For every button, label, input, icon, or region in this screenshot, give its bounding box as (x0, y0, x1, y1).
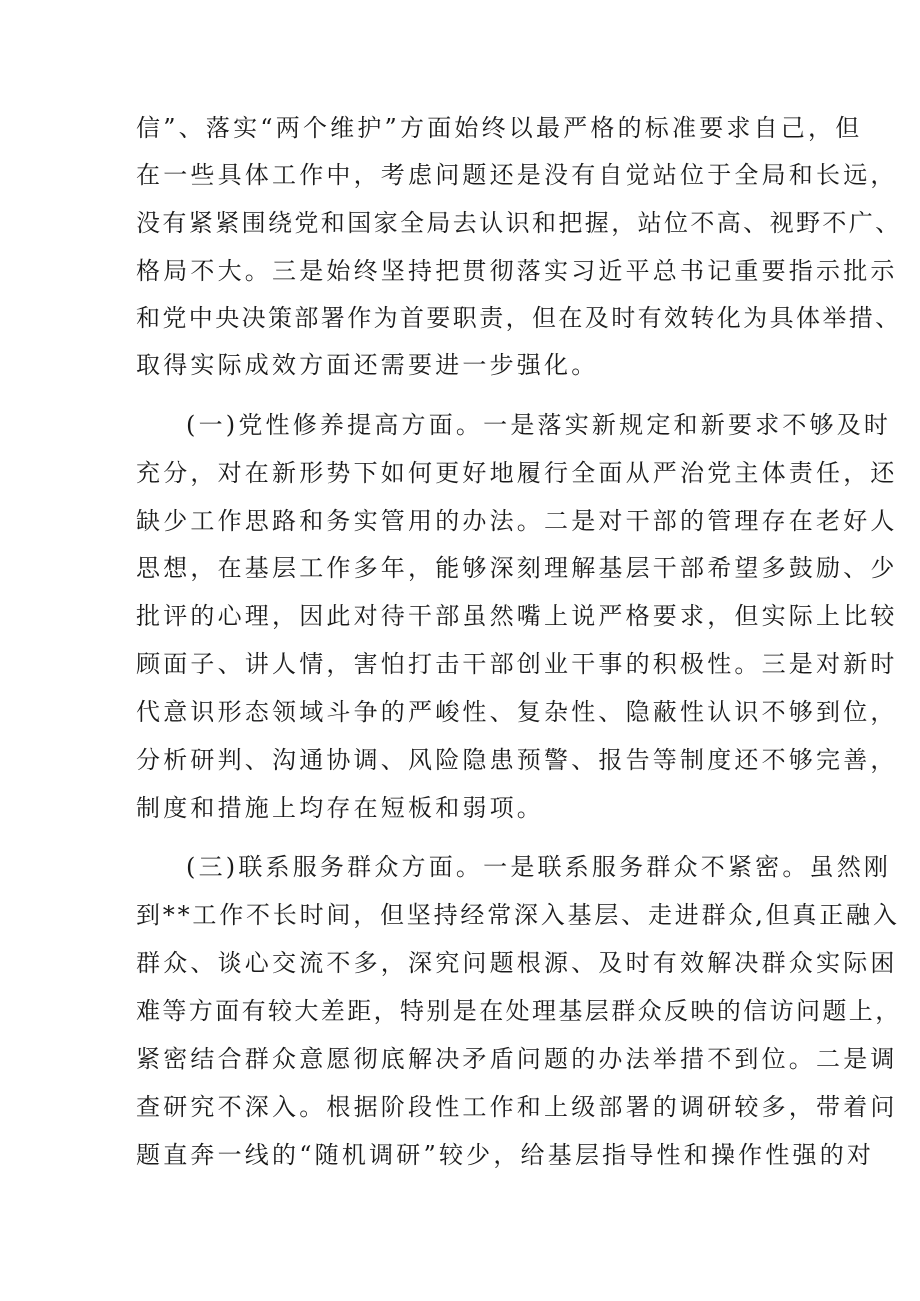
text-line: 难等方面有较大差距，特别是在处理基层群众反映的信访问题上， (136, 997, 902, 1025)
text-line: 群众、谈心交流不多，深究问题根源、及时有效解决群众实际困 (136, 949, 898, 977)
text-line: 分析研判、沟通协调、风险隐患预警、报告等制度还不够完善， (136, 746, 898, 774)
text-line: 题直奔一线的“随机调研”较少，给基层指导性和操作性强的对 (136, 1141, 875, 1169)
text-line: 和党中央决策部署作为首要职责，但在及时有效转化为具体举措、 (136, 304, 902, 332)
text-line: 格局不大。三是始终坚持把贯彻落实习近平总书记重要指示批示 (136, 257, 898, 285)
text-line: 批评的心理，因此对待干部虽然嘴上说严格要求，但实际上比较 (136, 602, 898, 630)
text-line: 充分，对在新形势下如何更好地履行全面从严治党主体责任，还 (136, 459, 898, 487)
text-line: 思想，在基层工作多年，能够深刻理解基层干部希望多鼓励、少 (136, 554, 898, 582)
text-line: 代意识形态领域斗争的严峻性、复杂性、隐蔽性认识不够到位， (136, 698, 898, 726)
text-line: 查研究不深入。根据阶段性工作和上级部署的调研较多，带着问 (136, 1093, 898, 1121)
text-line: (一)党性修养提高方面。一是落实新规定和新要求不够及时 (186, 411, 892, 439)
text-line: 信”、落实“两个维护”方面始终以最严格的标准要求自己，但 (136, 114, 863, 142)
text-line: 到**工作不长时间，但坚持经常深入基层、走进群众,但真正融入 (136, 901, 900, 929)
text-line: 没有紧紧围绕党和国家全局去认识和把握，站位不高、视野不广、 (136, 209, 902, 237)
text-line: 制度和措施上均存在短板和弱项。 (136, 794, 544, 822)
text-line: 缺少工作思路和务实管用的办法。二是对干部的管理存在老好人 (136, 507, 898, 535)
text-line: (三)联系服务群众方面。一是联系服务群众不紧密。虽然刚 (186, 853, 892, 881)
text-line: 紧密结合群众意愿彻底解决矛盾问题的办法举措不到位。二是调 (136, 1045, 898, 1073)
text-line: 取得实际成效方面还需要进一步强化。 (136, 351, 599, 379)
text-line: 在一些具体工作中，考虑问题还是没有自觉站位于全局和长远， (136, 161, 898, 189)
text-line: 顾面子、讲人情，害怕打击干部创业干事的积极性。三是对新时 (136, 650, 898, 678)
